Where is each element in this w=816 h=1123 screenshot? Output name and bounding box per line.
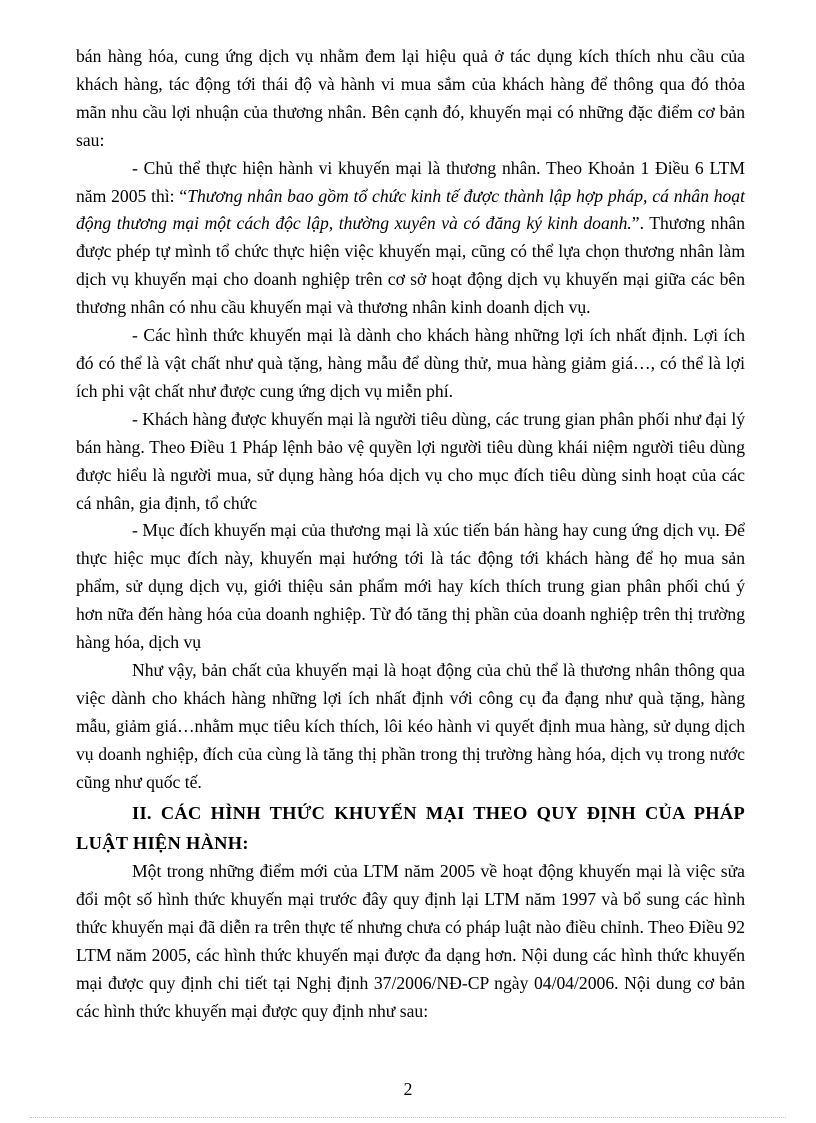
paragraph-purpose: - Mục đích khuyến mại của thương mại là xúc tiến bán hàng hay cung ứng dịch vụ. Để thực hiệc mục đích này, khuyến mại hướng tới là tác động tới khách hàng để họ mua sản phẩm, sử dụng dịch vụ, giới thiệu sản phẩm mới hay kích thích trung gian phân phối chú ý hơn nữa đến hàng hóa của doanh nghiệp. Từ đó tăng thị phần của doanh nghiệp trên thị trường hàng hóa, dịch vụ [76,520,745,653]
paragraph-subject-text-cont: ”. Thương nhân được phép tự mình tổ chức thực hiện việc khuyến mại, cũng có thể lựa chọn thương nhân làm dịch vụ khuyến mại cho doanh nghiệp trên cơ sở hoạt động dịch vụ khuyến mại giữa các bên thương nhân có nhu cầu khuyến mại và thương nhân kinh doanh dịch vụ. [76,213,745,318]
law-quote: Thương nhân bao gồm tổ chức kinh tế được thành lập hợp pháp, cá nhân hoạt động thương mại một cách độc lập, thường xuyên và có đăng ký kinh doanh. [76,185,745,234]
paragraph-subject [76,155,745,322]
paragraph-section-2: Một trong những điểm mới của LTM năm 2005 về hoạt động khuyến mại là việc sửa đổi một số hình thức khuyến mại trước đây quy định lại LTM năm 1997 và bổ sung các hình thức khuyến mại đã diễn ra trên thực tế nhưng chưa có pháp luật nào điều chỉnh. Theo Điều 92 LTM năm 2005, các hình thức khuyến mại được đa dạng hơn. Nội dung các hình thức khuyến mại được quy định chi tiết tại Nghị định 37/2006/NĐ-CP ngày 04/04/2006. Nội dung cơ bản các hình thức khuyến mại được quy định như sau: [76,861,745,1021]
paragraph-forms: - Các hình thức khuyến mại là dành cho khách hàng những lợi ích nhất định. Lợi ích đó có thể là vật chất như quà tặng, hàng mẫu để dùng thử, mua hàng giảm giá…, có thể là lợi ích phi vật chất như được cung ứng dịch vụ miễn phí. [76,325,745,401]
footer-divider [30,1117,786,1118]
paragraph-summary: Như vậy, bản chất của khuyến mại là hoạt động của chủ thể là thương nhân thông qua việc dành cho khách hàng những lợi ích nhất định với công cụ đa đạng như quà tặng, hàng mẫu, giảm giá…nhằm mục tiêu kích thích, lôi kéo hành vi quyết định mua hàng, sử dụng dịch vụ doanh nghiệp, đích của cùng là tăng thị phần trong thị trường hàng hóa, dịch vụ trong nước cũng như quốc tế. [76,659,745,792]
page-number: 2 [403,1079,413,1099]
paragraph-intro: bán hàng hóa, cung ứng dịch vụ nhằm đem lại hiệu quả ở tác dụng kích thích nhu cầu của khách hàng, tác động tới thái độ và hành vi mua sắm của khách hàng để thông qua đó thỏa mãn nhu cầu lợi nhuận của thương nhân. Bên cạnh đó, khuyến mại có những đặc điểm cơ bản sau: [76,46,745,150]
paragraph-subject-text: - Chủ thể thực hiện hành vi khuyến mại là thương nhân. Theo Khoản 1 Điều 6 LTM năm 2005 thì: “ [76,157,745,206]
section-heading: II. CÁC HÌNH THỨC KHUYẾN MẠI THEO QUY ĐỊNH CỦA PHÁP LUẬT HIỆN HÀNH: [76,803,745,854]
document-page [76,43,745,1026]
paragraph-customers: - Khách hàng được khuyến mại là người tiêu dùng, các trung gian phân phối như đại lý bán hàng. Theo Điều 1 Pháp lệnh bảo vệ quyền lợi người tiêu dùng khái niệm người tiêu dùng được hiểu là người mua, sử dụng hàng hóa dịch vụ cho mục đích tiêu dùng sinh hoạt của các cá nhân, gia định, tổ chức [76,408,745,513]
